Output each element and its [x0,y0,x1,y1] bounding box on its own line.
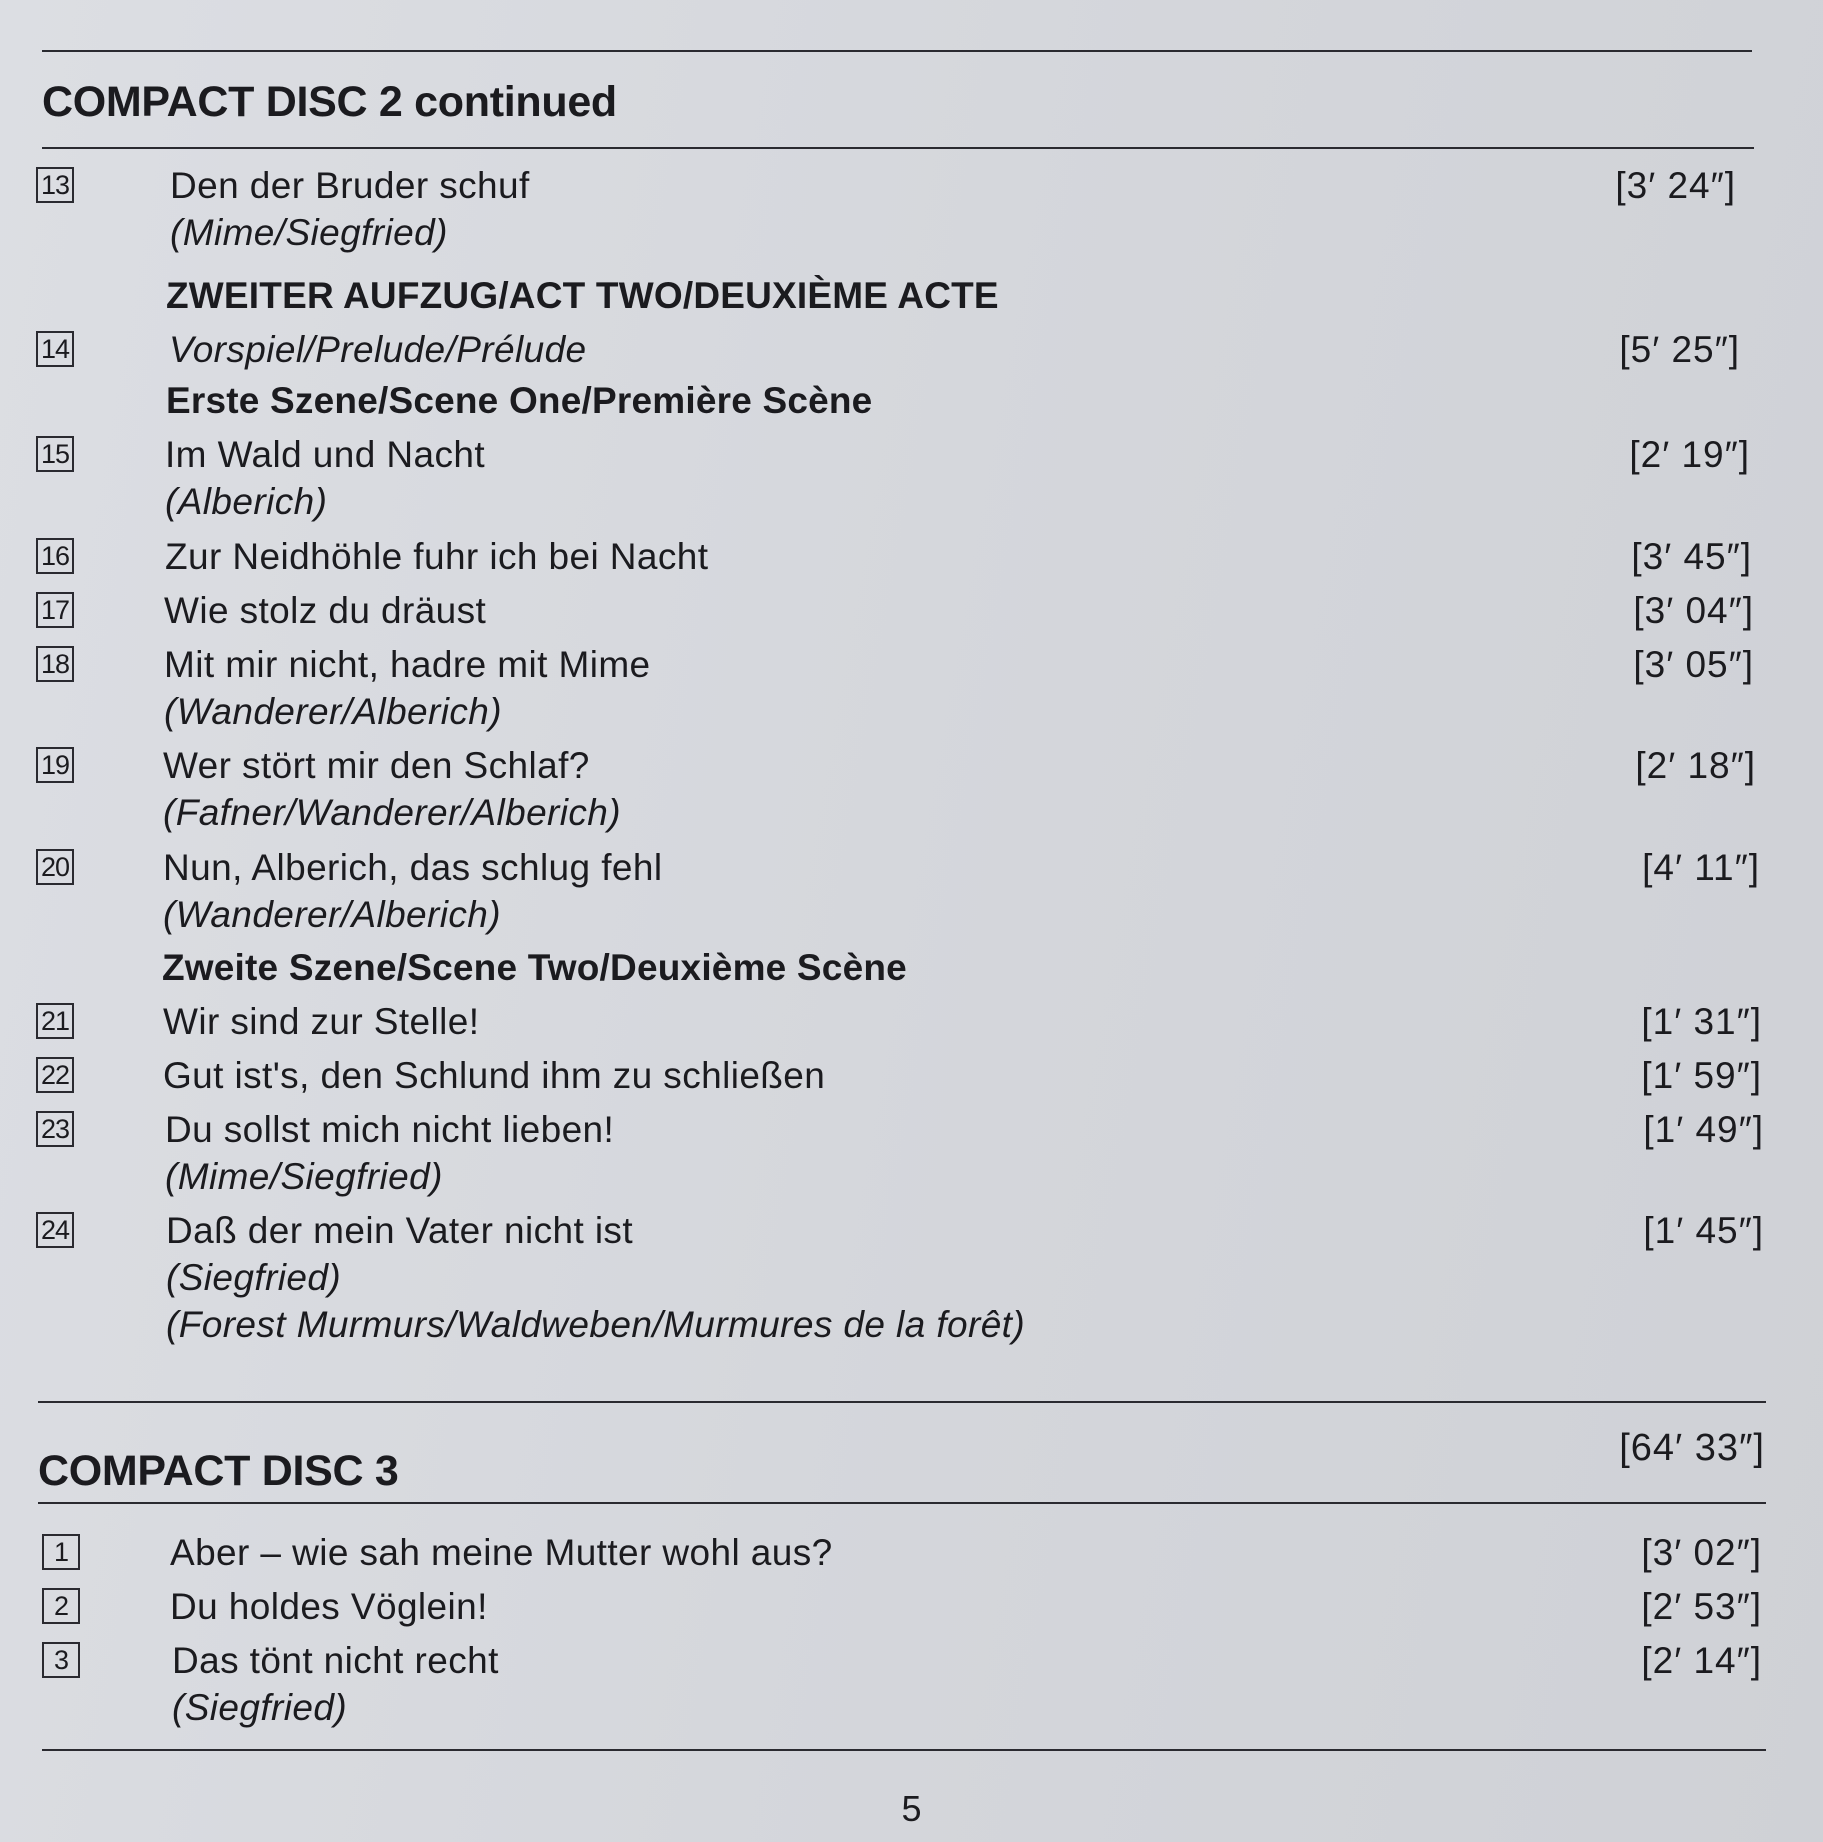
track-performers: (Siegfried) [166,1257,342,1298]
track-title [165,432,485,525]
track-title [170,1530,833,1576]
track-number: 21 [36,1003,74,1039]
track-title [163,845,662,938]
track-title [164,588,486,634]
track-duration: [3′ 04″] [1633,590,1754,631]
track-duration: [1′ 31″] [1641,1001,1762,1042]
track-title [169,327,587,373]
disc3-heading: COMPACT DISC 3 [38,1447,399,1495]
top-rule [42,50,1752,52]
track-performers: (Fafner/Wanderer/Alberich) [163,792,621,833]
disc3-total-duration: [64′ 33″] [1619,1427,1765,1469]
track-title [163,999,479,1045]
page-number: 5 [901,1788,922,1829]
track-title-text: Mit mir nicht, hadre mit Mime [164,644,651,685]
scene-two-heading: Zweite Szene/Scene Two/Deuxième Scène [162,947,907,988]
track-duration: [1′ 49″] [1643,1109,1764,1150]
track-title [172,1638,499,1731]
track-title [164,642,651,735]
track-number: 13 [36,167,74,203]
track-title-text: Im Wald und Nacht [165,434,486,475]
track-title-text: Den der Bruder schuf [170,165,530,206]
track-number: 16 [36,538,74,574]
track-title-text: Wir sind zur Stelle! [163,1001,480,1042]
track-title-text: Du sollst mich nicht lieben! [165,1109,615,1150]
disc3-heading-rule [38,1502,1766,1504]
track-duration: [1′ 59″] [1641,1055,1762,1096]
disc3-top-rule [38,1401,1766,1403]
track-duration: [4′ 11″] [1642,847,1760,888]
track-title [163,1053,825,1099]
track-subtitle: Vorspiel/Prelude/Prélude [169,329,587,370]
track-number: 17 [36,592,74,628]
track-note: (Forest Murmurs/Waldweben/Murmures de la forêt) [166,1304,1026,1345]
track-title [166,1208,1025,1348]
track-number: 14 [36,331,74,367]
track-title-text: Nun, Alberich, das schlug fehl [163,847,663,888]
track-number: 15 [36,436,74,472]
act-two-heading: ZWEITER AUFZUG/ACT TWO/DEUXIÈME ACTE [166,275,999,316]
track-title-text: Wer stört mir den Schlaf? [163,745,590,786]
track-number: 18 [36,646,74,682]
track-number: 2 [42,1588,80,1624]
track-title-text: Du holdes Vöglein! [170,1586,488,1627]
track-duration: [3′ 45″] [1631,536,1752,577]
track-title [165,534,708,580]
track-performers: (Alberich) [165,481,328,522]
track-title-text: Daß der mein Vater nicht ist [166,1210,634,1251]
track-title [170,163,530,256]
track-duration: [5′ 25″] [1619,329,1740,370]
track-number: 19 [36,747,74,783]
track-duration: [2′ 53″] [1641,1586,1762,1627]
track-performers: (Wanderer/Alberich) [164,691,502,732]
disc2-heading: COMPACT DISC 2 continued [42,78,617,126]
track-title [163,743,621,836]
track-duration: [3′ 24″] [1615,165,1736,206]
bottom-rule [42,1749,1766,1751]
track-duration: [2′ 18″] [1635,745,1756,786]
track-number: 24 [36,1212,74,1248]
track-performers: (Wanderer/Alberich) [163,894,501,935]
track-duration: [2′ 19″] [1629,434,1750,475]
track-number: 1 [42,1534,80,1570]
scene-one-heading: Erste Szene/Scene One/Première Scène [166,380,873,421]
track-title-text: Wie stolz du dräust [164,590,487,631]
track-title [165,1107,614,1200]
track-performers: (Mime/Siegfried) [165,1156,443,1197]
track-title-text: Das tönt nicht recht [172,1640,499,1681]
disc2-heading-rule [42,147,1754,149]
track-title [170,1584,488,1630]
track-duration: [2′ 14″] [1641,1640,1762,1681]
track-duration: [3′ 05″] [1633,644,1754,685]
track-title-text: Zur Neidhöhle fuhr ich bei Nacht [165,536,709,577]
track-performers: (Mime/Siegfried) [170,212,448,253]
track-number: 23 [36,1111,74,1147]
track-performers: (Siegfried) [172,1687,348,1728]
track-number: 3 [42,1642,80,1678]
track-number: 20 [36,849,74,885]
track-duration: [1′ 45″] [1643,1210,1764,1251]
track-title-text: Aber – wie sah meine Mutter wohl aus? [170,1532,833,1573]
track-number: 22 [36,1057,74,1093]
track-title-text: Gut ist's, den Schlund ihm zu schließen [163,1055,826,1096]
track-duration: [3′ 02″] [1641,1532,1762,1573]
